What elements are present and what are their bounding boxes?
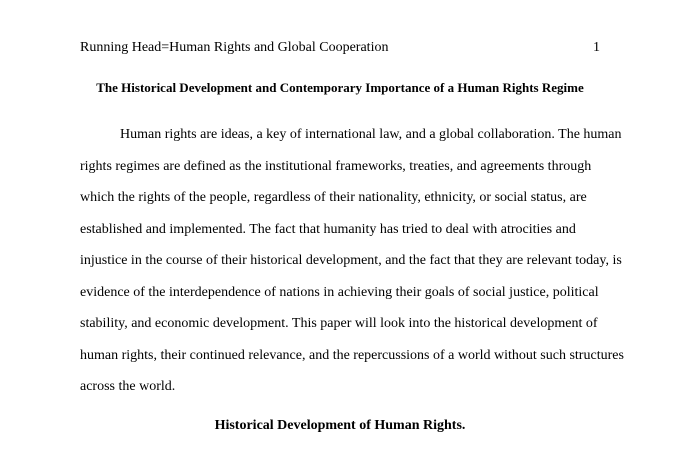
paragraph-line: which the rights of the people, regardless of their nationality, ethnicity, or social status, are: [80, 190, 587, 205]
body-paragraph: [80, 126, 624, 410]
paragraph-line: across the world.: [80, 379, 176, 394]
page-number: 1: [593, 40, 600, 55]
paragraph-line: human rights, their continued relevance, and the repercussions of a world without such structures: [80, 347, 624, 363]
paragraph-line: stability, and economic development. This paper will look into the historical development of: [80, 316, 598, 331]
paragraph-line: evidence of the interdependence of nations in achieving their goals of social justice, political: [80, 284, 599, 300]
document-title: The Historical Development and Contemporary Importance of a Human Rights Regime: [96, 80, 584, 95]
paragraph-line: established and implemented. The fact that humanity has tried to deal with atrocities and: [80, 221, 576, 237]
section-heading: Historical Development of Human Rights.: [214, 418, 466, 433]
paragraph-line: Human rights are ideas, a key of international law, and a global collaboration. The human: [120, 127, 622, 142]
running-head: Running Head=Human Rights and Global Cooperation: [80, 40, 389, 55]
paragraph-line: rights regimes are defined as the institutional frameworks, treaties, and agreements through: [80, 158, 592, 174]
paragraph-line: injustice in the course of their historical development, and the fact that they are relevant today, is: [80, 253, 622, 268]
